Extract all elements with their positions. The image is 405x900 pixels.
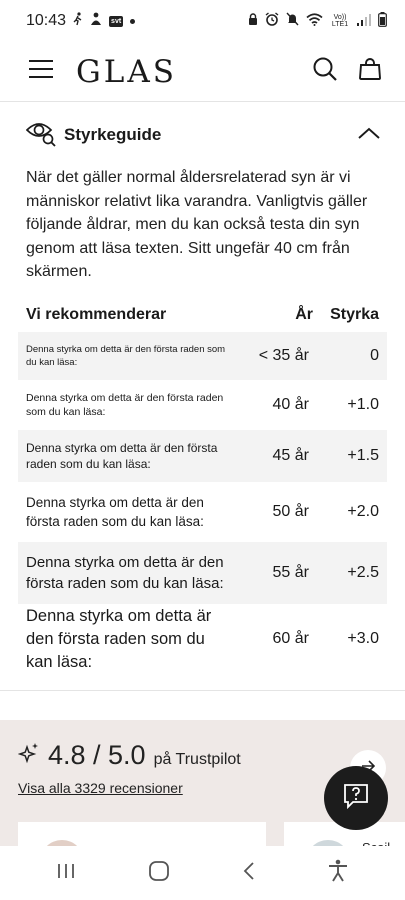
lock-icon — [248, 13, 258, 30]
table-row — [18, 430, 387, 482]
row-strength: +1.5 — [347, 447, 379, 464]
guide-intro-text: När det gäller normal åldersrelaterad syn är vi människor relativt lika varandra. Vanligtvis gäller följande åldrar, men du kan också testa din syn genom att läsa texten. Sitt ungefär 40 cm från skärmen. — [26, 169, 368, 280]
recent-apps-icon[interactable] — [56, 862, 76, 885]
chevron-up-icon[interactable] — [358, 126, 380, 144]
row-text: Denna styrka om detta är den första raden som du kan läsa: — [26, 392, 224, 418]
help-chat-icon — [342, 782, 370, 815]
hamburger-icon[interactable] — [28, 59, 54, 84]
col-header-age: År — [295, 306, 313, 323]
row-text: Denna styrka om detta är den första raden som du kan läsa: — [26, 495, 204, 529]
row-strength: +2.5 — [347, 564, 379, 581]
view-all-reviews-link[interactable]: Visa alla 3329 recensioner — [18, 780, 183, 796]
header-left — [28, 54, 177, 90]
status-time: 10:43 — [26, 12, 67, 29]
mute-icon — [286, 12, 299, 30]
brand-logo[interactable]: GLAS — [76, 53, 177, 90]
site-header — [0, 42, 405, 102]
back-icon[interactable] — [243, 861, 255, 886]
table-row — [18, 604, 387, 674]
status-left — [26, 12, 135, 30]
notification-dot — [130, 19, 135, 24]
status-bar — [0, 0, 405, 42]
guide-title: Styrkeguide — [64, 125, 162, 144]
strength-guide-header[interactable] — [26, 116, 380, 154]
wifi-icon — [306, 13, 323, 30]
sparkle-icon — [18, 742, 40, 769]
rating-source: på Trustpilot — [153, 751, 241, 768]
help-chat-button[interactable] — [324, 766, 388, 830]
col-header-strength: Styrka — [330, 306, 379, 323]
row-strength: +1.0 — [347, 396, 379, 413]
shopping-bag-icon[interactable] — [359, 58, 381, 85]
col-header-recommend: Vi rekommenderar — [26, 306, 167, 323]
walking-icon — [73, 12, 83, 30]
row-strength: +2.0 — [347, 503, 379, 520]
header-icons — [313, 57, 381, 86]
system-nav-bar — [0, 846, 405, 900]
row-text: Denna styrka om detta är den första raden som du kan läsa: — [26, 344, 226, 368]
table-row — [18, 332, 387, 380]
row-strength: 0 — [370, 347, 379, 364]
search-icon[interactable] — [313, 57, 337, 86]
guide-title-wrap — [26, 119, 161, 152]
person-icon — [90, 12, 102, 30]
volte-label: Vo)) LTE1 — [331, 14, 349, 28]
row-text: Denna styrka om detta är den första raden som du kan läsa: — [26, 441, 218, 471]
rating-value: 4.8 / 5.0 — [48, 740, 146, 770]
row-age: 50 år — [272, 503, 309, 520]
row-text: Denna styrka om detta är den första raden som du kan läsa: — [26, 554, 224, 592]
row-age: < 35 år — [258, 347, 309, 364]
table-row — [18, 380, 387, 430]
home-icon[interactable] — [148, 860, 170, 887]
signal-icon — [357, 13, 371, 30]
row-age: 45 år — [272, 447, 309, 464]
section-divider — [0, 690, 405, 691]
row-age: 55 år — [272, 564, 309, 581]
row-text: Denna styrka om detta är den första raden som du kan läsa: — [26, 606, 212, 671]
eye-search-icon — [26, 119, 56, 152]
status-right — [248, 12, 387, 31]
alarm-icon — [265, 12, 279, 30]
row-strength: +3.0 — [347, 630, 379, 647]
row-age: 40 år — [272, 396, 309, 413]
strength-table-header — [18, 300, 387, 330]
svt-badge: svt — [111, 17, 122, 25]
accessibility-icon[interactable] — [327, 859, 349, 888]
battery-icon — [378, 12, 387, 31]
table-row — [18, 482, 387, 542]
table-row — [18, 542, 387, 604]
row-age: 60 år — [272, 630, 309, 647]
rating-line — [18, 740, 241, 771]
